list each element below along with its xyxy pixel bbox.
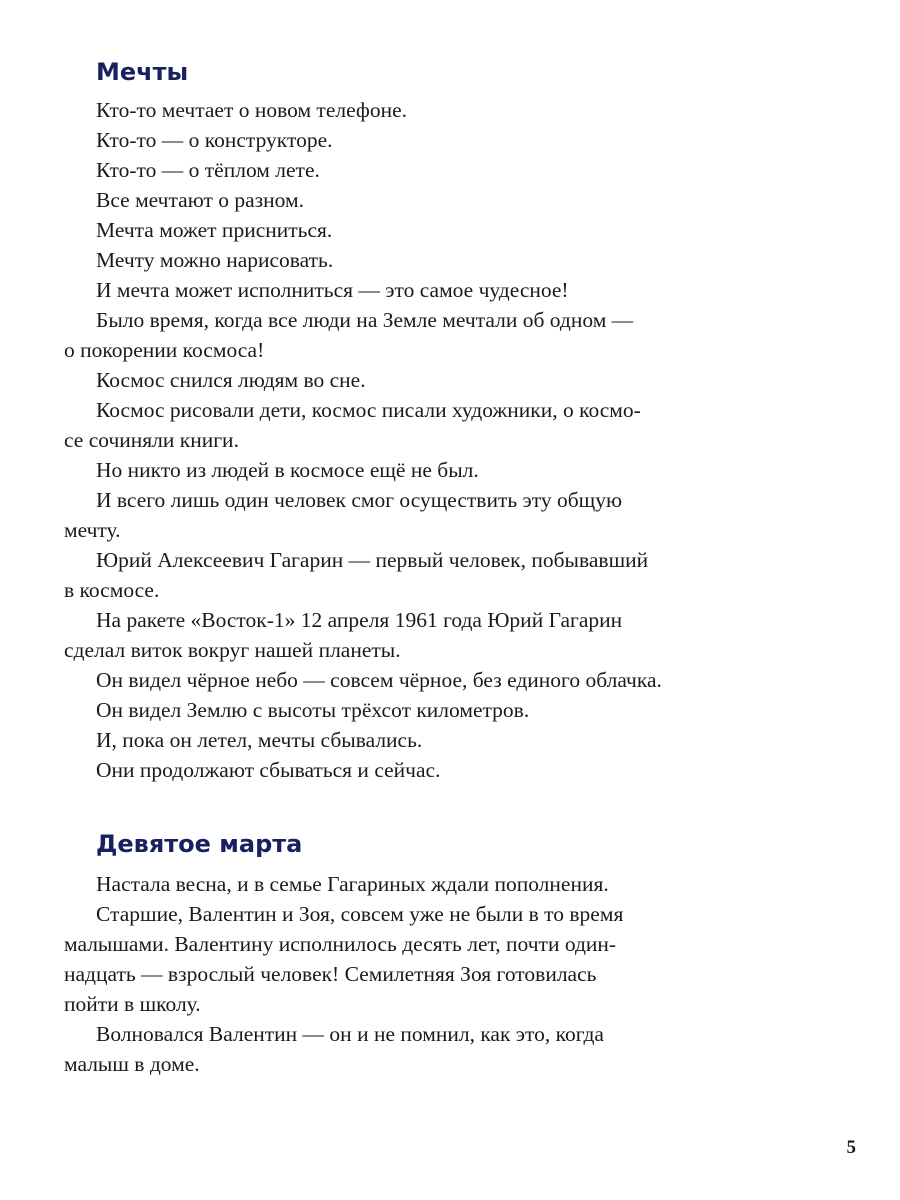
paragraph [96, 245, 756, 275]
paragraph [96, 215, 756, 245]
paragraph [96, 275, 756, 305]
paragraph [96, 665, 756, 695]
paragraph [64, 899, 756, 1019]
text-line: Он видел чёрное небо — совсем чёрное, без единого облачка. [96, 668, 662, 692]
text-line: Все мечтают о разном. [96, 188, 304, 212]
paragraph [96, 185, 756, 215]
section-text-dreams [64, 95, 756, 785]
text-line: сделал виток вокруг нашей планеты. [64, 638, 401, 662]
text-line: Мечта может присниться. [96, 218, 333, 242]
text-line: Настала весна, и в семье Гагариных ждали пополнения. [96, 872, 609, 896]
paragraph [96, 365, 756, 395]
text-line: пойти в школу. [64, 992, 201, 1016]
text-line: Юрий Алексеевич Гагарин — первый человек, побывавший [96, 548, 649, 572]
paragraph [64, 605, 756, 665]
paragraph [96, 725, 756, 755]
text-line: се сочиняли книги. [64, 428, 239, 452]
text-line: Мечту можно нарисовать. [96, 248, 334, 272]
text-line: Они продолжают сбываться и сейчас. [96, 758, 441, 782]
text-line: Старшие, Валентин и Зоя, совсем уже не были в то время [96, 902, 624, 926]
section-title-dreams: Мечты [96, 58, 189, 86]
paragraph [64, 1019, 756, 1079]
text-line: На ракете «Восток-1» 12 апреля 1961 года Юрий Гагарин [96, 608, 623, 632]
text-line: Кто-то мечтает о новом телефоне. [96, 98, 408, 122]
paragraph [96, 125, 756, 155]
text-line: Космос снился людям во сне. [96, 368, 366, 392]
paragraph [64, 485, 756, 545]
paragraph [96, 455, 756, 485]
text-line: малыш в доме. [64, 1052, 200, 1076]
text-line: Он видел Землю с высоты трёхсот километров. [96, 698, 530, 722]
text-line: Но никто из людей в космосе ещё не был. [96, 458, 479, 482]
text-line: И, пока он летел, мечты сбывались. [96, 728, 423, 752]
paragraph [64, 395, 756, 455]
text-line: мечту. [64, 518, 121, 542]
paragraph [96, 755, 756, 785]
text-line: в космосе. [64, 578, 160, 602]
text-line: Кто-то — о тёплом лете. [96, 158, 320, 182]
paragraph [96, 869, 756, 899]
paragraph [96, 155, 756, 185]
section-text-ninth-of-march [64, 869, 756, 1079]
section-title-ninth-of-march: Девятое марта [96, 830, 303, 858]
text-line: Кто-то — о конструкторе. [96, 128, 333, 152]
text-line: Космос рисовали дети, космос писали художники, о космо- [96, 398, 641, 422]
text-line: И мечта может исполниться — это самое чудесное! [96, 278, 569, 302]
paragraph [96, 95, 756, 125]
page-number: 5 [846, 1137, 856, 1158]
text-line: Волновался Валентин — он и не помнил, как это, когда [96, 1022, 604, 1046]
text-line: И всего лишь один человек смог осуществить эту общую [96, 488, 623, 512]
text-line: малышами. Валентину исполнилось десять лет, почти один- [64, 932, 617, 956]
text-line: о покорении космоса! [64, 338, 265, 362]
paragraph [64, 305, 756, 365]
text-line: Было время, когда все люди на Земле мечтали об одном — [96, 308, 634, 332]
paragraph [96, 695, 756, 725]
text-line: надцать — взрослый человек! Семилетняя Зоя готовилась [64, 962, 597, 986]
paragraph [64, 545, 756, 605]
